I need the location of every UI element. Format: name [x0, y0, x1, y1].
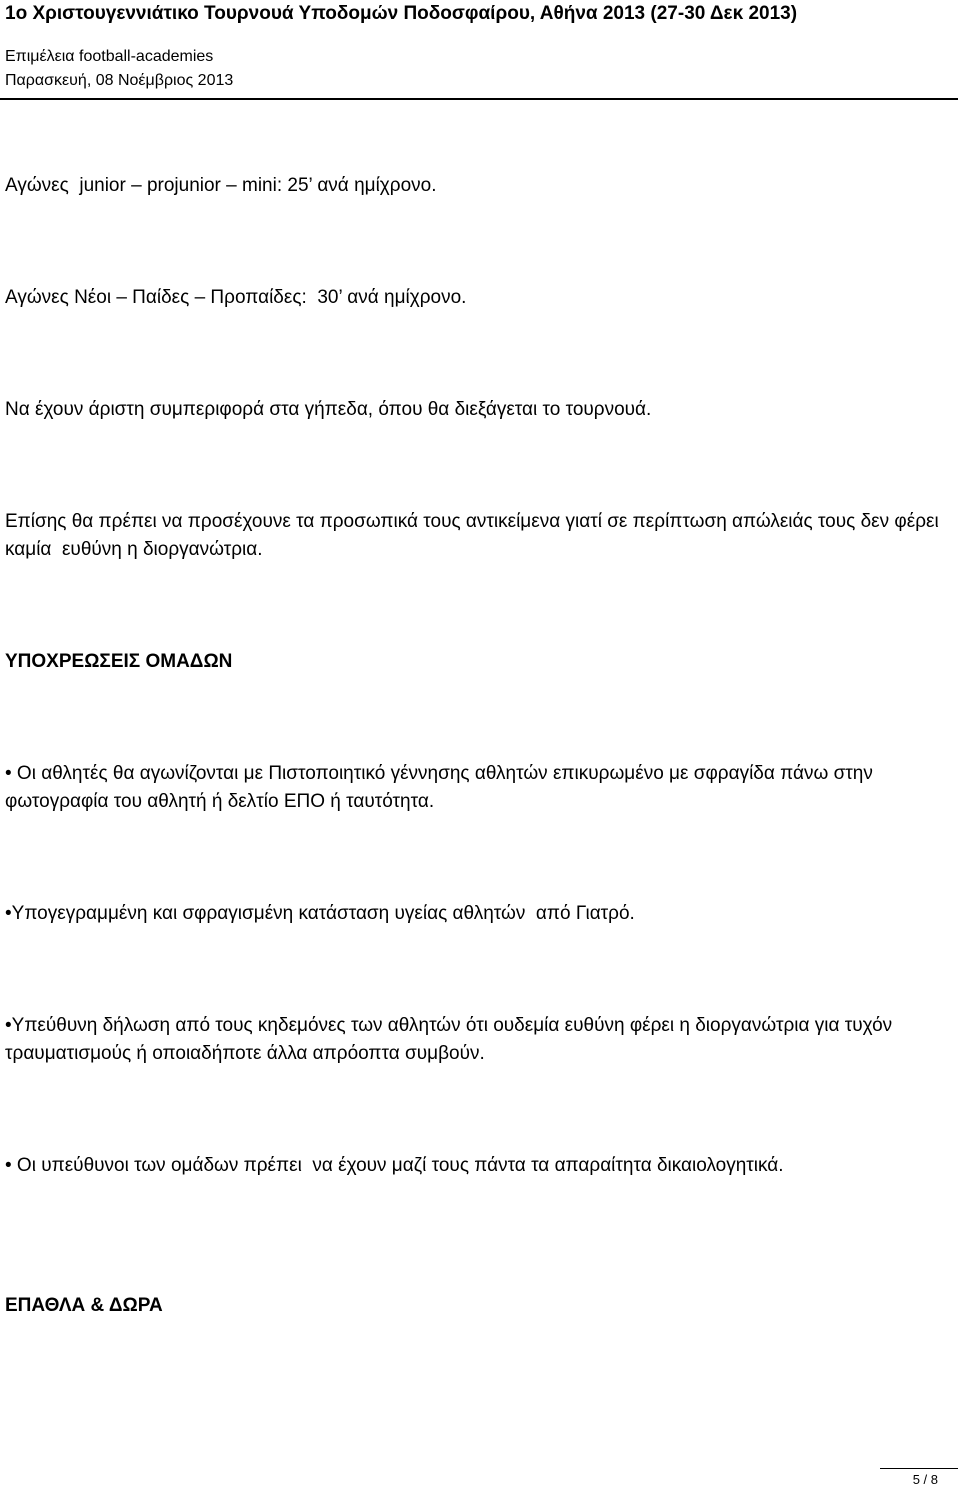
page-number: 5 / 8	[912, 1472, 938, 1487]
bullet-birth-certificate: • Οι αθλητές θα αγωνίζονται με Πιστοποιητικό γέννησης αθλητών επικυρωμένο με σφραγίδα πάνω στην φωτογραφία του αθλητή ή δελτίο ΕΠΟ ή ταυτότητα.	[5, 763, 879, 812]
heading-team-obligations: ΥΠΟΧΡΕΩΣΕΙΣ ΟΜΑΔΩΝ	[5, 651, 233, 672]
paragraph-behavior: Να έχουν άριστη συμπεριφορά στα γήπεδα, όπου θα διεξάγεται το τουρνουά.	[5, 399, 652, 420]
bullet-guardian-declaration: •Υπεύθυνη δήλωση από τους κηδεμόνες των αθλητών ότι ουδεμία ευθύνη φέρει η διοργανώτρια για τυχόν τραυματισμούς ή οποιαδήποτε άλλα απρόοπτα συμβούν.	[5, 1015, 898, 1064]
paragraph-belongings: Επίσης θα πρέπει να προσέχουνε τα προσωπικά τους αντικείμενα γιατί σε περίπτωση απώλειάς τους δεν φέρει καμία ευθύνη η διοργανώτρια.	[5, 511, 944, 560]
heading-prizes: ΕΠΑΘΛΑ & ΔΩΡΑ	[5, 1295, 163, 1316]
document-editor: Επιμέλεια football-academies	[5, 48, 214, 65]
bullet-health-status: •Υπογεγραμμένη και σφραγισμένη κατάσταση υγείας αθλητών από Γιατρό.	[5, 903, 635, 924]
document-title: 1ο Χριστουγεννιάτικο Τουρνουά Υποδομών Ποδοσφαίρου, Αθήνα 2013 (27-30 Δεκ 2013)	[5, 3, 798, 24]
footer-divider	[880, 1468, 958, 1469]
page-header	[0, 0, 958, 100]
bullet-documents: • Οι υπεύθυνοι των ομάδων πρέπει να έχουν μαζί τους πάντα τα απαραίτητα δικαιολογητικά.	[5, 1155, 784, 1176]
document-date: Παρασκευή, 08 Νοέμβριος 2013	[5, 72, 234, 89]
paragraph-youth-matches: Αγώνες Νέοι – Παίδες – Προπαίδες: 30’ ανά ημίχρονο.	[5, 287, 467, 308]
paragraph-junior-matches: Αγώνες junior – projunior – mini: 25’ ανά ημίχρονο.	[5, 175, 437, 196]
